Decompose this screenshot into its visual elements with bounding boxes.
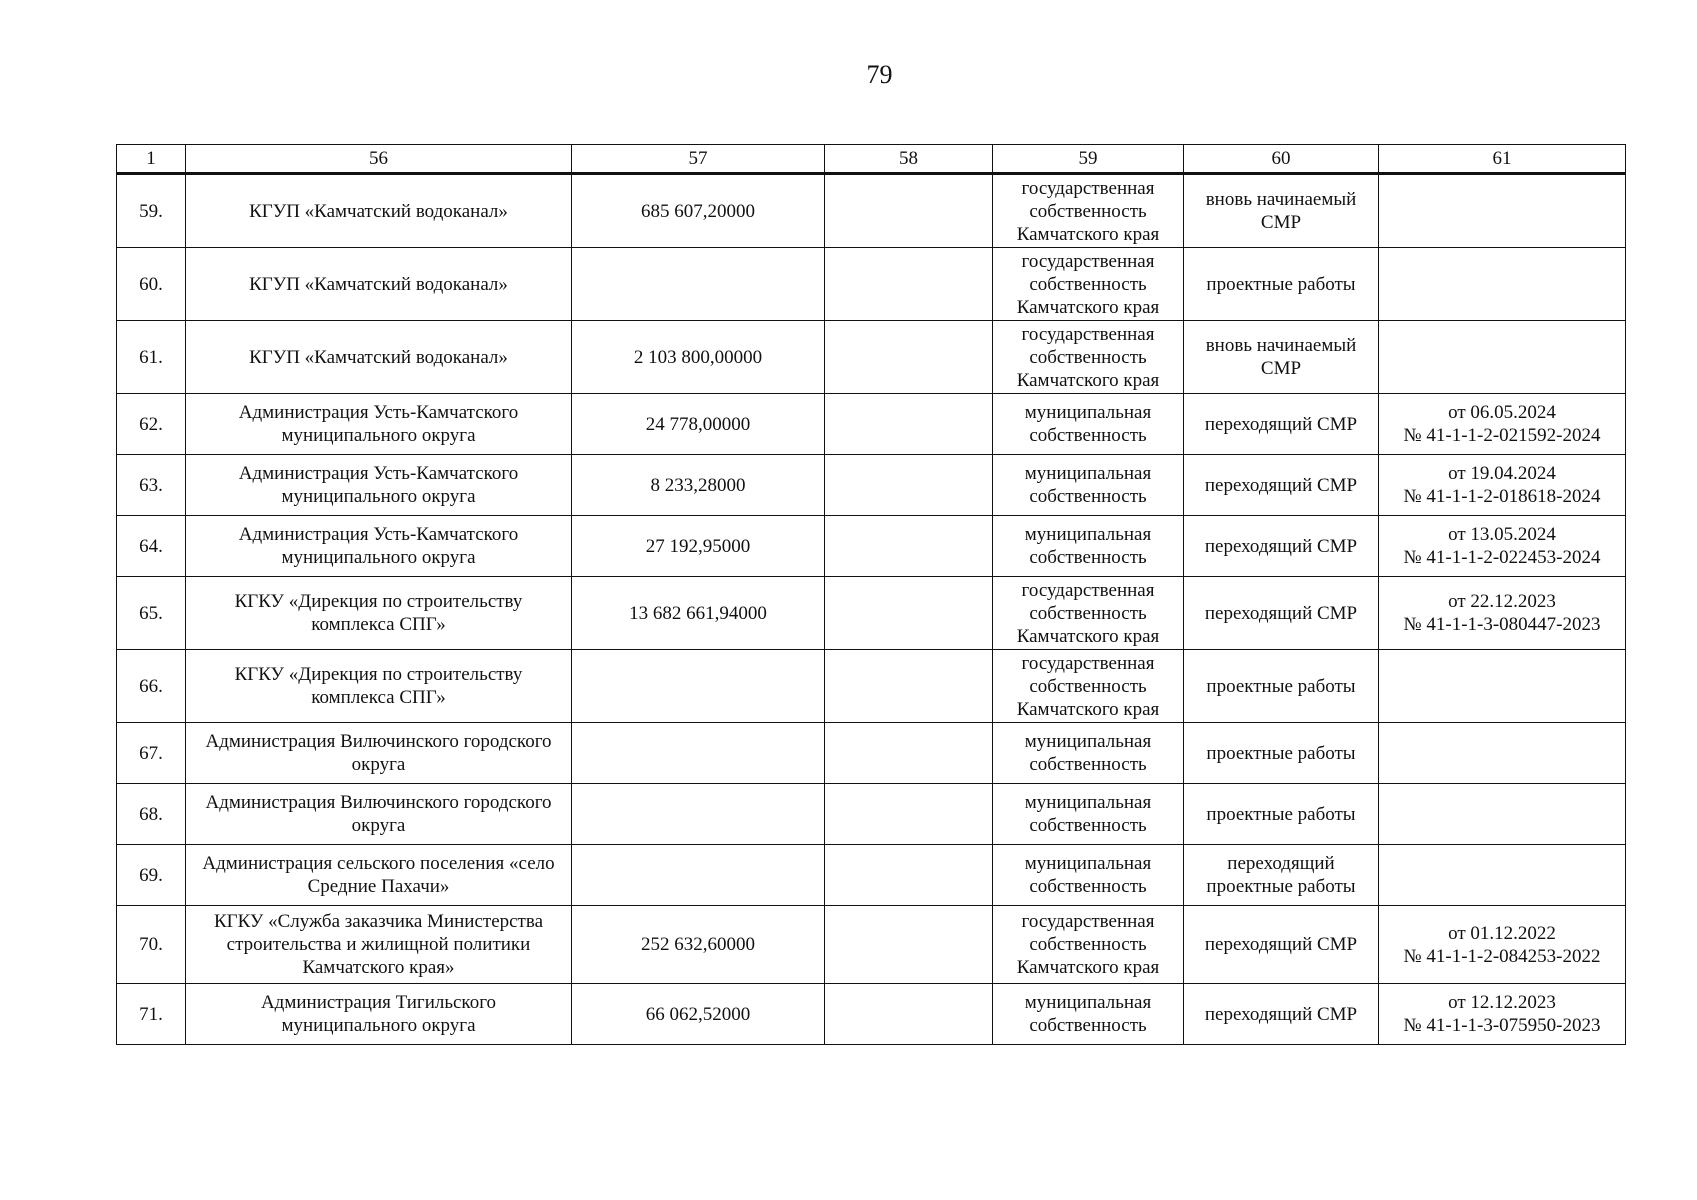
cell-ownership-line: государственная	[1021, 652, 1155, 674]
cell-amount: 252 632,60000	[572, 906, 825, 984]
cell-document-line: № 41-1-1-3-075950-2023	[1403, 1015, 1601, 1036]
cell-document	[1379, 455, 1626, 516]
cell-ownership	[993, 455, 1184, 516]
cell-ownership	[993, 984, 1184, 1045]
cell-col-58	[825, 577, 993, 650]
table-row	[117, 723, 1626, 784]
cell-organization	[186, 984, 572, 1045]
header-col-57: 57	[572, 145, 825, 174]
table-row	[117, 577, 1626, 650]
cell-organization-line: строительства и жилищной политики	[226, 934, 531, 955]
cell-col-58	[825, 906, 993, 984]
cell-ownership-line: государственная	[1021, 177, 1155, 199]
cell-organization-line: КГКУ «Служба заказчика Министерства	[213, 911, 544, 932]
cell-row-number: 70.	[117, 906, 186, 984]
cell-document-line: № 41-1-1-2-018618-2024	[1403, 486, 1601, 507]
cell-work-type	[1184, 984, 1379, 1045]
cell-organization-line: Администрация сельского поселения «село	[202, 853, 555, 874]
cell-ownership-line: собственность	[1029, 602, 1147, 624]
cell-col-58	[825, 394, 993, 455]
cell-work-type-line: проектные работы	[1206, 675, 1356, 697]
cell-organization-line: КГКУ «Дирекция по строительству	[234, 591, 523, 612]
cell-work-type-line: проектные работы	[1206, 803, 1356, 825]
cell-ownership	[993, 723, 1184, 784]
cell-document	[1379, 650, 1626, 723]
cell-work-type	[1184, 577, 1379, 650]
cell-ownership-line: муниципальная	[1024, 524, 1152, 545]
cell-work-type	[1184, 174, 1379, 248]
cell-document	[1379, 516, 1626, 577]
cell-ownership	[993, 516, 1184, 577]
cell-organization	[186, 723, 572, 784]
header-col-59: 59	[993, 145, 1184, 174]
cell-work-type	[1184, 845, 1379, 906]
cell-row-number: 68.	[117, 784, 186, 845]
header-col-60: 60	[1184, 145, 1379, 174]
cell-ownership-line: Камчатского края	[1016, 625, 1160, 647]
table-row	[117, 784, 1626, 845]
cell-row-number: 60.	[117, 248, 186, 321]
cell-ownership-line: собственность	[1029, 200, 1147, 222]
header-row	[117, 145, 1626, 174]
cell-organization-line: Камчатского края»	[302, 957, 455, 978]
cell-organization-line: комплекса СПГ»	[311, 687, 446, 708]
cell-document	[1379, 174, 1626, 248]
cell-row-number: 71.	[117, 984, 186, 1045]
cell-ownership	[993, 174, 1184, 248]
table-row	[117, 321, 1626, 394]
cell-ownership-line: муниципальная	[1024, 992, 1152, 1013]
table-row	[117, 984, 1626, 1045]
cell-ownership	[993, 845, 1184, 906]
cell-work-type-line: проектные работы	[1206, 273, 1356, 295]
cell-document	[1379, 248, 1626, 321]
cell-ownership-line: собственность	[1029, 486, 1147, 507]
cell-organization-line: муниципального округа	[281, 1015, 476, 1036]
cell-ownership-line: собственность	[1029, 425, 1147, 446]
cell-ownership-line: собственность	[1029, 876, 1147, 897]
cell-ownership	[993, 394, 1184, 455]
cell-amount: 24 778,00000	[572, 394, 825, 455]
cell-organization-line: округа	[351, 815, 406, 836]
cell-ownership-line: муниципальная	[1024, 853, 1152, 874]
cell-organization-line: Администрация Усть-Камчатского	[238, 463, 519, 484]
cell-ownership-line: Камчатского края	[1016, 957, 1160, 978]
cell-amount	[572, 248, 825, 321]
cell-ownership-line: государственная	[1021, 579, 1155, 601]
cell-work-type-line: переходящий СМР	[1204, 1003, 1358, 1025]
cell-ownership	[993, 577, 1184, 650]
cell-organization	[186, 455, 572, 516]
cell-document	[1379, 723, 1626, 784]
table-row	[117, 845, 1626, 906]
cell-row-number: 66.	[117, 650, 186, 723]
cell-amount: 685 607,20000	[572, 174, 825, 248]
cell-document	[1379, 577, 1626, 650]
cell-organization	[186, 784, 572, 845]
table-row	[117, 455, 1626, 516]
cell-col-58	[825, 516, 993, 577]
cell-col-58	[825, 174, 993, 248]
cell-amount: 13 682 661,94000	[572, 577, 825, 650]
cell-document-line: от 06.05.2024	[1448, 402, 1556, 423]
cell-ownership-line: Камчатского края	[1016, 698, 1160, 720]
cell-work-type-line: переходящий	[1227, 853, 1335, 874]
cell-work-type-line: проектные работы	[1206, 876, 1356, 897]
cell-organization-line: муниципального округа	[281, 486, 476, 507]
cell-organization	[186, 516, 572, 577]
cell-organization-line: муниципального округа	[281, 425, 476, 446]
cell-document	[1379, 906, 1626, 984]
header-col-61: 61	[1379, 145, 1626, 174]
cell-organization	[186, 650, 572, 723]
cell-organization	[186, 906, 572, 984]
table-row	[117, 906, 1626, 984]
cell-organization	[186, 394, 572, 455]
cell-organization-line: КГУП «Камчатский водоканал»	[249, 200, 508, 222]
cell-ownership-line: собственность	[1029, 754, 1147, 775]
cell-organization	[186, 321, 572, 394]
cell-work-type-line: переходящий СМР	[1204, 934, 1358, 955]
cell-work-type-line: переходящий СМР	[1204, 602, 1358, 624]
header-col-56: 56	[186, 145, 572, 174]
cell-work-type	[1184, 906, 1379, 984]
cell-amount: 66 062,52000	[572, 984, 825, 1045]
cell-organization	[186, 577, 572, 650]
cell-work-type-line: переходящий СМР	[1204, 413, 1358, 435]
cell-work-type-line: СМР	[1260, 358, 1302, 379]
cell-ownership-line: государственная	[1021, 911, 1155, 932]
cell-organization-line: Администрация Усть-Камчатского	[238, 402, 519, 423]
cell-work-type-line: переходящий СМР	[1204, 474, 1358, 496]
cell-document-line: от 22.12.2023	[1448, 591, 1556, 612]
cell-organization	[186, 248, 572, 321]
cell-amount: 27 192,95000	[572, 516, 825, 577]
cell-row-number: 59.	[117, 174, 186, 248]
cell-ownership	[993, 650, 1184, 723]
cell-document-line: № 41-1-1-3-080447-2023	[1403, 614, 1601, 635]
cell-col-58	[825, 455, 993, 516]
cell-organization-line: Средние Пахачи»	[307, 876, 450, 897]
header-col-58: 58	[825, 145, 993, 174]
cell-document	[1379, 321, 1626, 394]
cell-organization-line: КГУП «Камчатский водоканал»	[249, 346, 508, 368]
cell-col-58	[825, 845, 993, 906]
cell-row-number: 62.	[117, 394, 186, 455]
cell-col-58	[825, 321, 993, 394]
cell-amount	[572, 845, 825, 906]
cell-ownership-line: муниципальная	[1024, 792, 1152, 813]
cell-work-type	[1184, 650, 1379, 723]
cell-ownership-line: собственность	[1029, 346, 1147, 368]
cell-col-58	[825, 723, 993, 784]
table-row	[117, 516, 1626, 577]
cell-row-number: 63.	[117, 455, 186, 516]
cell-document	[1379, 984, 1626, 1045]
cell-organization-line: КГУП «Камчатский водоканал»	[249, 273, 508, 295]
cell-ownership-line: муниципальная	[1024, 463, 1152, 484]
cell-organization-line: Администрация Тигильского	[260, 992, 497, 1013]
cell-row-number: 69.	[117, 845, 186, 906]
header-col-1: 1	[117, 145, 186, 174]
cell-document	[1379, 394, 1626, 455]
cell-work-type	[1184, 784, 1379, 845]
cell-document-line: от 19.04.2024	[1448, 463, 1556, 484]
cell-amount	[572, 723, 825, 784]
cell-work-type-line: проектные работы	[1206, 742, 1356, 764]
cell-row-number: 67.	[117, 723, 186, 784]
cell-work-type	[1184, 455, 1379, 516]
cell-ownership-line: собственность	[1029, 547, 1147, 568]
table-row	[117, 394, 1626, 455]
cell-amount	[572, 650, 825, 723]
page-number: 79	[866, 60, 893, 89]
cell-organization	[186, 845, 572, 906]
cell-amount	[572, 784, 825, 845]
cell-document	[1379, 845, 1626, 906]
cell-document-line: от 01.12.2022	[1448, 922, 1556, 944]
cell-ownership-line: муниципальная	[1024, 402, 1152, 423]
cell-ownership-line: государственная	[1021, 250, 1155, 272]
cell-ownership-line: собственность	[1029, 675, 1147, 697]
cell-organization-line: Администрация Вилючинского городского	[205, 792, 552, 813]
cell-ownership-line: собственность	[1029, 1015, 1147, 1036]
cell-ownership-line: собственность	[1029, 815, 1147, 836]
cell-col-58	[825, 248, 993, 321]
cell-ownership-line: Камчатского края	[1016, 296, 1160, 318]
cell-work-type	[1184, 516, 1379, 577]
cell-work-type	[1184, 248, 1379, 321]
cell-document-line: № 41-1-1-2-021592-2024	[1403, 425, 1601, 446]
cell-document-line: от 12.12.2023	[1448, 992, 1556, 1013]
cell-organization-line: КГКУ «Дирекция по строительству	[234, 664, 523, 685]
cell-ownership	[993, 906, 1184, 984]
cell-col-58	[825, 650, 993, 723]
cell-document	[1379, 784, 1626, 845]
data-table	[116, 144, 1626, 1045]
cell-ownership-line: Камчатского края	[1016, 223, 1160, 245]
cell-document-line: № 41-1-1-2-022453-2024	[1403, 547, 1601, 568]
cell-row-number: 65.	[117, 577, 186, 650]
cell-ownership	[993, 784, 1184, 845]
cell-work-type	[1184, 321, 1379, 394]
cell-col-58	[825, 784, 993, 845]
cell-ownership-line: муниципальная	[1024, 731, 1152, 752]
cell-work-type-line: вновь начинаемый	[1205, 335, 1357, 356]
cell-document-line: от 13.05.2024	[1448, 524, 1556, 545]
cell-organization-line: муниципального округа	[281, 547, 476, 568]
cell-work-type-line: переходящий СМР	[1204, 535, 1358, 557]
table-row	[117, 650, 1626, 723]
table-row	[117, 174, 1626, 248]
cell-ownership-line: собственность	[1029, 934, 1147, 955]
cell-row-number: 61.	[117, 321, 186, 394]
cell-col-58	[825, 984, 993, 1045]
cell-work-type	[1184, 394, 1379, 455]
cell-organization-line: комплекса СПГ»	[311, 614, 446, 635]
cell-work-type-line: СМР	[1260, 212, 1302, 233]
cell-organization-line: Администрация Усть-Камчатского	[238, 524, 519, 545]
cell-organization-line: округа	[351, 754, 406, 775]
cell-work-type	[1184, 723, 1379, 784]
cell-organization-line: Администрация Вилючинского городского	[205, 731, 552, 752]
cell-ownership	[993, 248, 1184, 321]
cell-work-type-line: вновь начинаемый	[1205, 189, 1357, 210]
cell-amount: 2 103 800,00000	[572, 321, 825, 394]
cell-amount: 8 233,28000	[572, 455, 825, 516]
cell-document-line: № 41-1-1-2-084253-2022	[1403, 945, 1601, 967]
cell-ownership	[993, 321, 1184, 394]
cell-ownership-line: собственность	[1029, 273, 1147, 295]
cell-ownership-line: государственная	[1021, 323, 1155, 345]
cell-organization	[186, 174, 572, 248]
cell-row-number: 64.	[117, 516, 186, 577]
cell-ownership-line: Камчатского края	[1016, 369, 1160, 391]
table-row	[117, 248, 1626, 321]
